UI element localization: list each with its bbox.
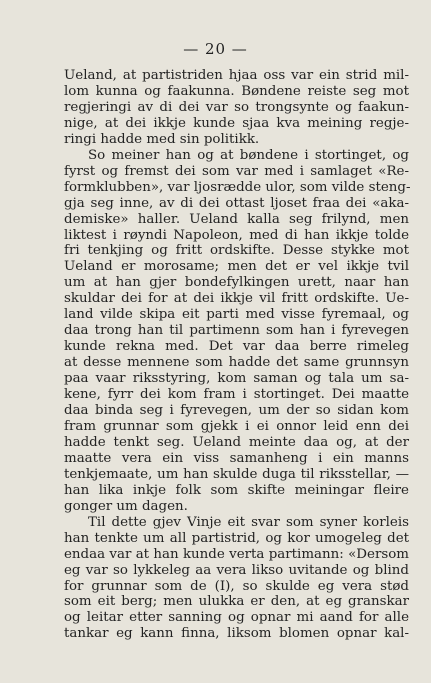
text-line: kunde rekna med. Det var daa berre rimeleg	[64, 339, 409, 355]
text-line: lom kunna og faakunna. Bøndene reiste seg mot	[64, 83, 409, 99]
text-line: tenkjemaate, um han skulde duga til riksstellar, —	[64, 466, 409, 482]
text-line: at desse mennene som hadde det same grunnsyn	[64, 355, 409, 371]
text-line: gonger um dagen.	[64, 498, 188, 514]
text-line: for grunnar som de (I), so skulde eg vera stød	[64, 578, 409, 594]
text-line: eg var so lykkeleg aa vera likso uvitande og blind	[64, 562, 409, 578]
text-line: og leitar etter sanning og opnar mi aand for alle	[64, 610, 409, 626]
text-line: Ueland er morosame; men det er vel ikkje tvil	[64, 259, 409, 275]
body-text	[64, 68, 409, 642]
text-line: fri tenkjing og fritt ordskifte. Desse stykke mot	[64, 243, 409, 259]
text-line: hadde tenkt seg. Ueland meinte daa og, at der	[64, 434, 409, 450]
text-line: Ueland, at partistriden hjaa oss var ein strid mil-	[64, 68, 409, 83]
text-line: um at han gjer bondefylkingen urett, naar han	[64, 275, 409, 291]
text-line: Til dette gjev Vinje eit svar som syner korleis	[88, 514, 409, 530]
text-line: maatte vera ein viss samanheng i ein manns	[64, 450, 409, 466]
text-line: liktest i røyndi Napoleon, med di han ikkje tolde	[64, 227, 409, 243]
text-line: paa vaar riksstyring, kom saman og tala um sa-	[64, 371, 409, 387]
text-line: fyrst og fremst dei som var med i samlaget «Re-	[64, 163, 409, 179]
text-line: formklubben», var ljosrædde ulor, som vilde steng-	[64, 179, 411, 195]
text-line: tankar eg kann finna, liksom blomen opnar kal-	[64, 626, 409, 642]
text-line: demiske» haller. Ueland kalla seg frilynd, men	[64, 211, 409, 227]
text-line: ringi hadde med sin politikk.	[64, 131, 260, 147]
text-line: daa trong han til partimenn som han i fyrevegen	[64, 323, 409, 339]
text-line: han lika inkje folk som skifte meiningar fleire	[64, 482, 409, 498]
page-number: — 20 —	[183, 40, 248, 58]
text-line: han tenkte um all partistrid, og kor umogeleg det	[64, 530, 409, 546]
text-line: fram grunnar som gjekk i ei onnor leid enn dei	[64, 418, 409, 434]
text-line: gja seg inne, av di dei ottast ljoset fraa dei «aka-	[64, 195, 409, 211]
text-line: land vilde skipa eit parti med visse fyremaal, og	[64, 307, 409, 323]
text-line: som eit berg; men ulukka er den, at eg granskar	[64, 594, 409, 610]
text-line: So meiner han og at bøndene i stortinget, og	[88, 147, 409, 163]
text-line: regjeringi av di dei var so trongsynte og faakun-	[64, 99, 409, 115]
text-line: kene, fyrr dei kom fram i stortinget. Dei maatte	[64, 387, 409, 403]
text-line: endaa var at han kunde verta partimann: «Dersom	[64, 546, 409, 562]
text-line: daa binda seg i fyrevegen, um der so sidan kom	[64, 403, 409, 419]
text-line: skuldar dei for at dei ikkje vil fritt ordskifte. Ue-	[64, 291, 409, 307]
text-line: nige, at dei ikkje kunde sjaa kva meining regje-	[64, 115, 409, 131]
